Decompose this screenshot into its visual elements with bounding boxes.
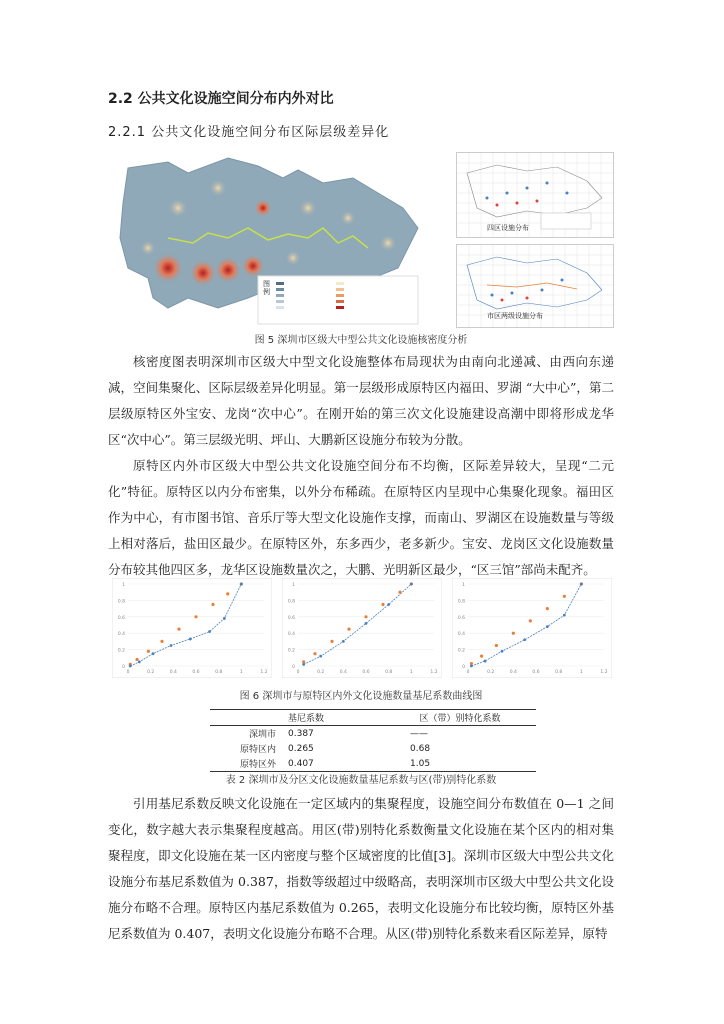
y-tick-label: 0.4 — [287, 632, 295, 638]
lorenz-point — [319, 655, 322, 658]
equality-point — [330, 640, 333, 643]
lorenz-point — [208, 630, 211, 633]
warmspot — [285, 250, 301, 266]
table-header — [210, 710, 282, 726]
table-cell: 0.265 — [288, 743, 314, 754]
inset-map-bottom — [456, 244, 614, 328]
equality-point — [313, 652, 316, 655]
x-tick-label: 0.2 — [487, 670, 495, 675]
lorenz-point — [170, 644, 173, 647]
kernel-density-map — [108, 148, 448, 326]
equality-point — [512, 632, 515, 635]
x-tick-label: 1 — [239, 670, 243, 675]
x-tick-label: 0.4 — [509, 670, 517, 675]
x-tick-label: 0.8 — [215, 670, 223, 675]
equality-point — [135, 658, 138, 661]
figure-5-caption: 图 5 深圳市区级大中型公共文化设施核密度分析 — [254, 335, 468, 346]
equality-point — [194, 615, 197, 618]
table-cell: 0.407 — [282, 756, 384, 772]
lorenz-point — [387, 603, 390, 606]
lorenz-point — [152, 652, 155, 655]
equality-point — [177, 628, 180, 631]
lorenz-point — [223, 617, 226, 620]
table-row — [210, 741, 536, 756]
section-title: 2.2 公共文化设施空间分布内外对比 — [108, 91, 334, 107]
x-tick-label: 0.6 — [192, 670, 200, 675]
lorenz-point — [138, 661, 141, 664]
hotspot — [241, 254, 265, 278]
paragraph-2: 原特区内外市区级大中型公共文化设施空间分布不均衡，区际差异较大，呈现“二元化”特征。原特区以内分布密集，以外分布稀疏。在原特区内呈现中心集聚化现象。福田区作为中心，有市图书馆、音乐厅等大型文化设施作支撑，而南山、罗湖区在设施数量与等级上相对落后，盐田区最少。在原特区外，东多西少，老多新少。宝安、龙岗区文化设施数量分布较其他四区多，龙华区设施数量次之，大鹏、光明新区最少，“区三馆”部尚未配齐。 — [108, 458, 614, 577]
lorenz-point — [501, 650, 504, 653]
y-tick-label: 0 — [462, 665, 465, 670]
lorenz-point — [563, 614, 566, 617]
y-tick-label: 0.4 — [457, 632, 465, 638]
warmspot — [140, 240, 156, 256]
lorenz-point — [189, 638, 192, 641]
table-2 — [210, 709, 536, 772]
equality-point — [226, 592, 229, 595]
hotspot — [254, 199, 272, 217]
paragraph-3: 引用基尼系数反映文化设施在一定区域内的集聚程度，设施空间分布数值在 0—1 之间变化，数字越大表示集聚程度越高。用区(带)别特化系数衡量文化设施在某个区内的相对集聚程度，即文化设施在某一区内密度与整个区域密度的比值[3]。深圳市区级大中型公共文化设施分布基尼系数值为 0.387，指数等级超过中级略高，表明深圳市区级大中型公共文化设施分布略不合理。原特区内基尼系数值为 0.265，表明文化设施分布比较均衡，原特区外基尼系数值为 0.407，表明文化设施分布略不合理。从区(带)别特化系数来看区际差异，原特 — [108, 796, 614, 941]
equality-point — [381, 603, 384, 606]
y-tick-label: 0.6 — [287, 615, 295, 621]
x-tick-label: 0.2 — [317, 670, 325, 675]
lorenz-point — [342, 640, 345, 643]
gini-table — [210, 709, 536, 772]
equality-point — [147, 650, 150, 653]
equality-point — [563, 595, 566, 598]
table-cell: 深圳市 — [248, 730, 276, 740]
lorenz-point — [365, 622, 368, 625]
paragraph-1: 核密度图表明深圳市区级大中型文化设施整体布局现状为由南向北递减、由西向东递减，空间集聚化、区际层级差异化明显。第一层级形成原特区内福田、罗湖 “大中心”，第二层级原特区外宝安、龙岗“次中心”。在刚开始的第三次文化设施建设高潮中即将形成龙华区“次中心”。第三层级光明、坪山、大鹏新区设施分布较为分散。 — [108, 354, 614, 447]
y-tick-label: 0.8 — [117, 599, 125, 605]
table-cell: 0.387 — [288, 728, 314, 739]
equality-point — [364, 615, 367, 618]
equality-point — [529, 619, 532, 622]
table-header: 基尼系数 — [282, 710, 384, 726]
y-tick-label: 0.6 — [117, 615, 125, 621]
table-cell: 0.68 — [410, 743, 431, 754]
x-tick-label: 0.6 — [532, 670, 540, 675]
y-tick-label: 0.2 — [117, 648, 125, 654]
lorenz-point — [410, 583, 413, 586]
inset-map-top — [456, 152, 614, 238]
inset-top-label: 四区设施分布 — [487, 224, 529, 232]
hotspot — [189, 259, 217, 287]
x-tick-label: 0 — [126, 670, 130, 675]
y-tick-label: 0 — [122, 665, 125, 670]
table-header: 区（带）别特化系数 — [384, 710, 536, 726]
lorenz-point — [546, 625, 549, 628]
chart-frame — [452, 578, 612, 678]
equality-point — [211, 603, 214, 606]
subsection-title: 2.2.1 公共文化设施空间分布区际层级差异化 — [108, 125, 390, 140]
y-tick-label: 0.8 — [457, 599, 465, 605]
x-tick-label: 1 — [579, 670, 583, 675]
equality-point — [347, 628, 350, 631]
x-tick-label: 1.2 — [260, 670, 268, 675]
table-row — [210, 726, 536, 742]
x-tick-label: 0.6 — [362, 670, 370, 675]
equality-point — [480, 655, 483, 658]
table-cell: —— — [410, 728, 428, 739]
x-tick-label: 0.4 — [169, 670, 177, 675]
y-tick-label: 0.2 — [287, 648, 295, 654]
equality-point — [160, 640, 163, 643]
y-tick-label: 1 — [292, 583, 295, 588]
figure-6 — [112, 578, 612, 678]
x-tick-label: 0 — [296, 670, 300, 675]
hotspot — [152, 252, 184, 284]
y-tick-label: 1 — [122, 583, 125, 588]
inset-bottom-label: 市区两级设施分布 — [487, 312, 543, 320]
y-tick-label: 1 — [462, 583, 465, 588]
lorenz-point — [523, 638, 526, 641]
warmspot — [168, 198, 188, 218]
x-tick-label: 1 — [409, 670, 413, 675]
lorenz-point — [240, 583, 243, 586]
map-legend-title: 图例 — [263, 280, 270, 296]
figure-6-caption: 图 6 深圳市与原特区内外文化设施数量基尼系数曲线图 — [239, 691, 483, 702]
equality-point — [398, 591, 401, 594]
warmspot — [299, 199, 317, 217]
x-tick-label: 0.4 — [339, 670, 347, 675]
lorenz-chart-3 — [452, 578, 612, 678]
x-tick-label: 0 — [466, 670, 470, 675]
figure-5 — [108, 148, 614, 326]
x-tick-label: 1.2 — [430, 670, 438, 675]
x-tick-label: 0.8 — [555, 670, 563, 675]
y-tick-label: 0.2 — [457, 648, 465, 654]
x-tick-label: 0.8 — [385, 670, 393, 675]
table-cell: 原特区内 — [239, 745, 276, 755]
y-tick-label: 0.4 — [117, 632, 125, 638]
lorenz-point — [302, 663, 305, 666]
warmspot — [379, 234, 397, 252]
lorenz-chart-1 — [112, 578, 272, 678]
chart-frame — [282, 578, 442, 678]
table-cell: 原特区外 — [210, 756, 282, 772]
lorenz-chart-2 — [282, 578, 442, 678]
table-row — [210, 756, 536, 772]
table-cell: 1.05 — [384, 756, 536, 772]
x-tick-label: 0.2 — [147, 670, 155, 675]
warmspot — [209, 179, 227, 197]
y-tick-label: 0 — [292, 665, 295, 670]
warmspot — [340, 210, 356, 226]
lorenz-point — [580, 583, 583, 586]
lorenz-point — [470, 665, 473, 668]
equality-point — [546, 607, 549, 610]
y-tick-label: 0.6 — [457, 615, 465, 621]
lorenz-point — [129, 665, 132, 668]
table-2-caption: 表 2 深圳市及分区文化设施数量基尼系数与区(带)别特化系数 — [225, 775, 497, 786]
lorenz-point — [484, 660, 487, 663]
x-tick-label: 1.2 — [600, 670, 608, 675]
hotspot — [214, 256, 242, 284]
map-legend — [258, 276, 418, 324]
equality-point — [495, 644, 498, 647]
inset-map-top-graphic — [457, 153, 613, 237]
y-tick-label: 0.8 — [287, 599, 295, 605]
